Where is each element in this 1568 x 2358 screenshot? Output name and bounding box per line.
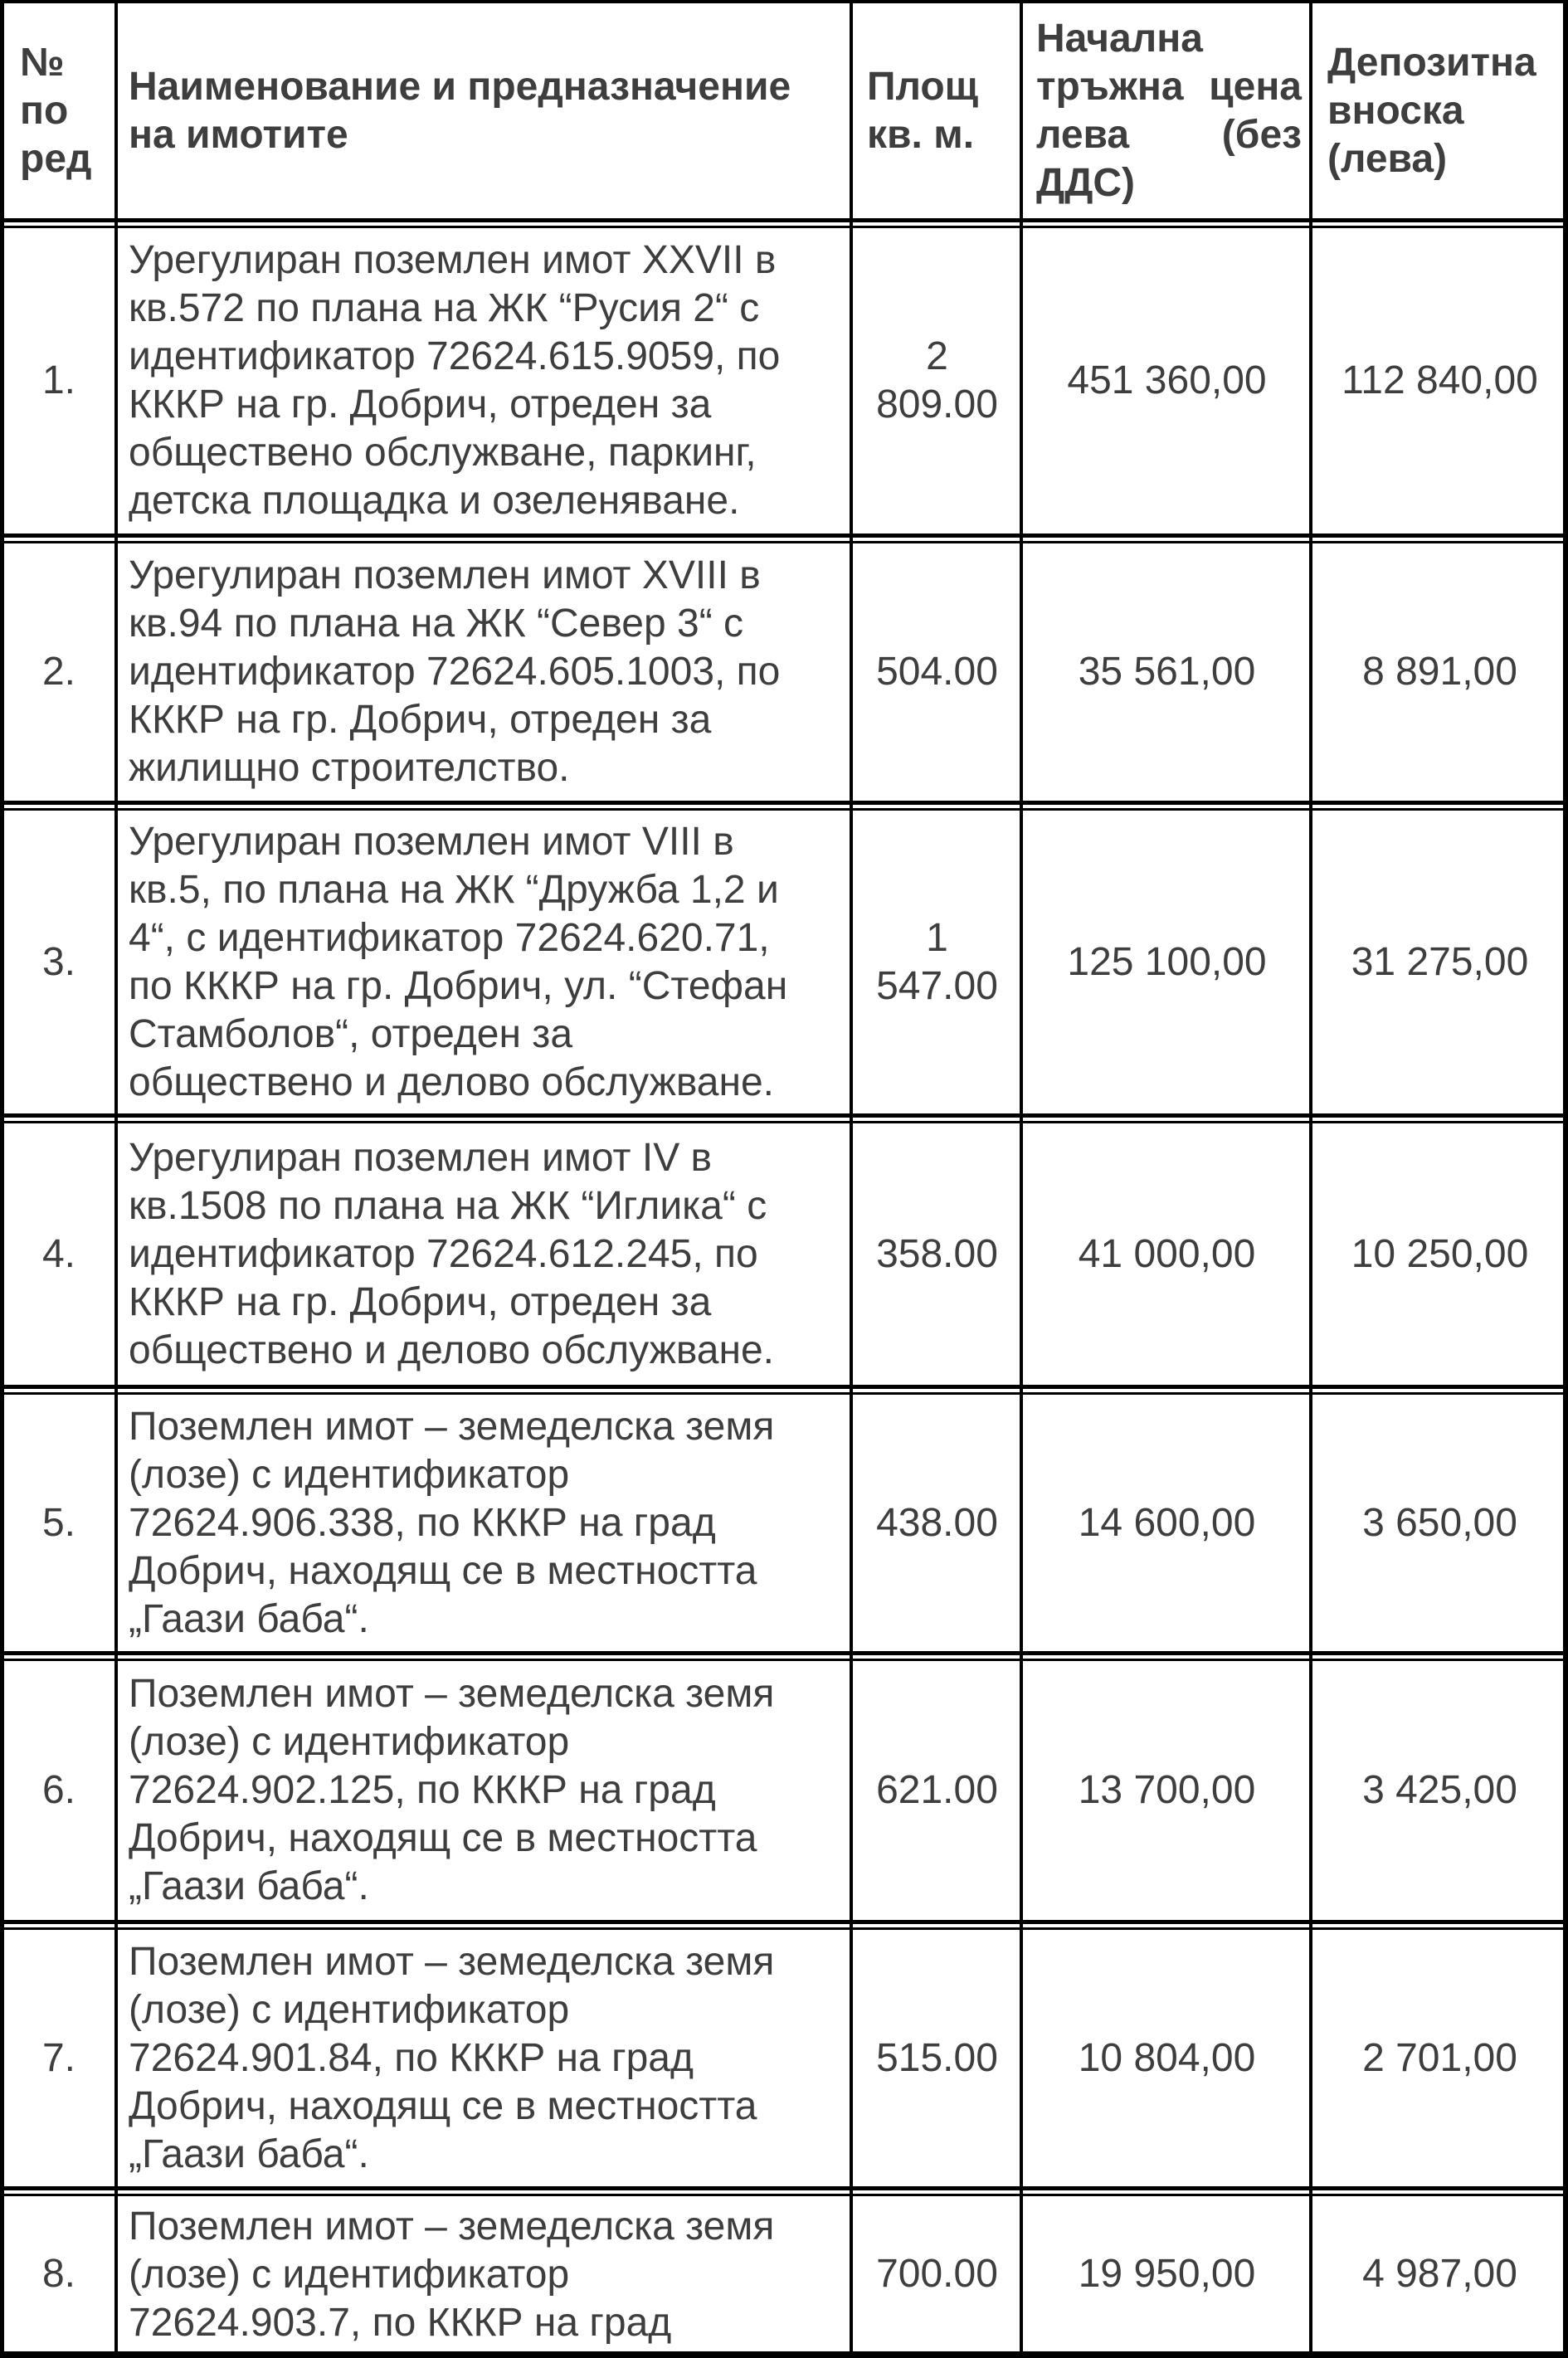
row-number-cell: 6. bbox=[41, 1768, 76, 1812]
table-vertical-border bbox=[1020, 0, 1023, 2358]
description-cell bbox=[118, 1395, 852, 1651]
col-header-number bbox=[0, 3, 118, 218]
price-cell: 13 700,00 bbox=[1078, 1768, 1256, 1812]
description-cell bbox=[118, 2196, 852, 2351]
table-row bbox=[0, 1927, 1568, 2190]
area-cell bbox=[852, 1661, 1022, 1920]
deposit-cell: 2 701,00 bbox=[1362, 2035, 1517, 2080]
col-header-area-label: Площ кв. м. bbox=[867, 64, 979, 157]
area-value: 515.00 bbox=[876, 2035, 998, 2080]
deposit-cell: 31 275,00 bbox=[1351, 939, 1529, 984]
col-header-description bbox=[118, 3, 852, 218]
area-cell bbox=[852, 1930, 1022, 2186]
deposit-cell: 3 425,00 bbox=[1362, 1768, 1517, 1812]
deposit-cell: 4 987,00 bbox=[1362, 2251, 1517, 2296]
price-cell: 451 360,00 bbox=[1067, 358, 1267, 402]
table-row bbox=[0, 808, 1568, 1118]
row-number-cell: 7. bbox=[41, 2035, 76, 2080]
table-row bbox=[0, 2194, 1568, 2351]
row-number-cell: 5. bbox=[41, 1500, 76, 1545]
col-header-price bbox=[1022, 3, 1312, 218]
table-row bbox=[0, 1121, 1568, 1389]
table-vertical-border bbox=[850, 0, 853, 2358]
area-value: 438.00 bbox=[876, 1500, 998, 1545]
description-text: Поземлен имот – земеделска земя (лозе) с идентификатор 72624.902.125, по КККР на град Добрич, находящ се в местността „Гаази баба“. bbox=[129, 1672, 775, 1908]
row-number-cell: 3. bbox=[41, 939, 76, 984]
area-cell bbox=[852, 811, 1022, 1113]
price-cell: 125 100,00 bbox=[1067, 939, 1267, 984]
table-row bbox=[0, 1659, 1568, 1924]
row-number-cell: 8. bbox=[41, 2251, 76, 2296]
row-number-cell: 4. bbox=[41, 1231, 76, 1276]
description-text: Урегулиран поземлен имот XVIII в кв.94 по плана на ЖК “Север 3“ с идентификатор 72624.605.1003, по КККР на гр. Добрич, отреден за жилищно строителство. bbox=[129, 553, 781, 790]
area-cell bbox=[852, 1123, 1022, 1385]
area-value: 504.00 bbox=[876, 650, 998, 694]
price-cell: 10 804,00 bbox=[1078, 2035, 1256, 2080]
price-cell: 41 000,00 bbox=[1078, 1231, 1256, 1276]
description-text: Урегулиран поземлен имот IV в кв.1508 по плана на ЖК “Иглика“ с идентификатор 72624.612.245, по КККР на гр. Добрич, отреден за обществено и делово обслужване. bbox=[129, 1135, 775, 1372]
deposit-cell: 8 891,00 bbox=[1362, 650, 1517, 694]
area-value: 358.00 bbox=[876, 1231, 998, 1276]
deposit-cell: 112 840,00 bbox=[1342, 358, 1538, 402]
col-header-deposit-label: Депозитна вноска (лева) bbox=[1327, 40, 1536, 181]
description-cell bbox=[118, 811, 852, 1113]
price-cell: 35 561,00 bbox=[1078, 650, 1256, 694]
description-cell bbox=[118, 543, 852, 801]
area-cell bbox=[852, 228, 1022, 533]
table-vertical-border bbox=[1309, 0, 1312, 2358]
area-cell bbox=[852, 1395, 1022, 1651]
table-header-row bbox=[0, 0, 1568, 222]
deposit-cell: 3 650,00 bbox=[1362, 1500, 1517, 1545]
table-row bbox=[0, 1392, 1568, 1655]
area-value: 621.00 bbox=[876, 1768, 998, 1812]
area-cell bbox=[852, 2196, 1022, 2351]
description-text: Поземлен имот – земеделска земя (лозе) с идентификатор 72624.906.338, по КККР на град Добрич, находящ се в местността „Гаази баба“. bbox=[129, 1404, 775, 1641]
description-text: Поземлен имот – земеделска земя (лозе) с идентификатор 72624.901.84, по КККР на град Добрич, находящ се в местността „Гаази баба“. bbox=[129, 1939, 775, 2176]
description-cell bbox=[118, 1930, 852, 2186]
col-header-deposit bbox=[1312, 3, 1568, 218]
col-header-description-label: Наименование и предназначение на имотите bbox=[129, 64, 791, 157]
table-row bbox=[0, 226, 1568, 538]
row-number-cell: 1. bbox=[41, 358, 76, 402]
description-cell bbox=[118, 1661, 852, 1920]
description-cell bbox=[118, 1123, 852, 1385]
area-cell bbox=[852, 543, 1022, 801]
col-header-price-label: Начална тръжна цена лева (без ДДС) bbox=[1036, 16, 1302, 205]
description-text: Поземлен имот – земеделска земя (лозе) с идентификатор 72624.903.7, по КККР на град bbox=[129, 2205, 775, 2345]
col-header-area bbox=[852, 3, 1022, 218]
col-header-number-label: № по ред bbox=[20, 40, 92, 181]
table-vertical-border bbox=[114, 0, 118, 2358]
table-border-right bbox=[1563, 0, 1568, 2358]
price-cell: 14 600,00 bbox=[1078, 1500, 1256, 1545]
area-value: 700.00 bbox=[876, 2251, 998, 2296]
bottom-crop-bar bbox=[0, 2351, 1568, 2358]
description-text: Урегулиран поземлен имот VIII в кв.5, по плана на ЖК “Дружба 1,2 и 4“, с идентификатор 72624.620.71, по КККР на гр. Добрич, ул. “Стефан Стамболов“, отреден за обществено и делово обслужване. bbox=[129, 819, 788, 1104]
area-value: 1 547.00 bbox=[876, 915, 998, 1008]
row-number-cell: 2. bbox=[41, 650, 76, 694]
table-row bbox=[0, 541, 1568, 805]
description-text: Урегулиран поземлен имот XXVII в кв.572 по плана на ЖК “Русия 2“ с идентификатор 72624.615.9059, по КККР на гр. Добрич, отреден за обществено обслужване, паркинг, детска площадка и озеленяване. bbox=[129, 238, 781, 523]
price-cell: 19 950,00 bbox=[1078, 2251, 1256, 2296]
table-border-left bbox=[0, 0, 4, 2358]
area-value: 2 809.00 bbox=[876, 334, 998, 426]
description-cell bbox=[118, 228, 852, 533]
deposit-cell: 10 250,00 bbox=[1351, 1231, 1529, 1276]
